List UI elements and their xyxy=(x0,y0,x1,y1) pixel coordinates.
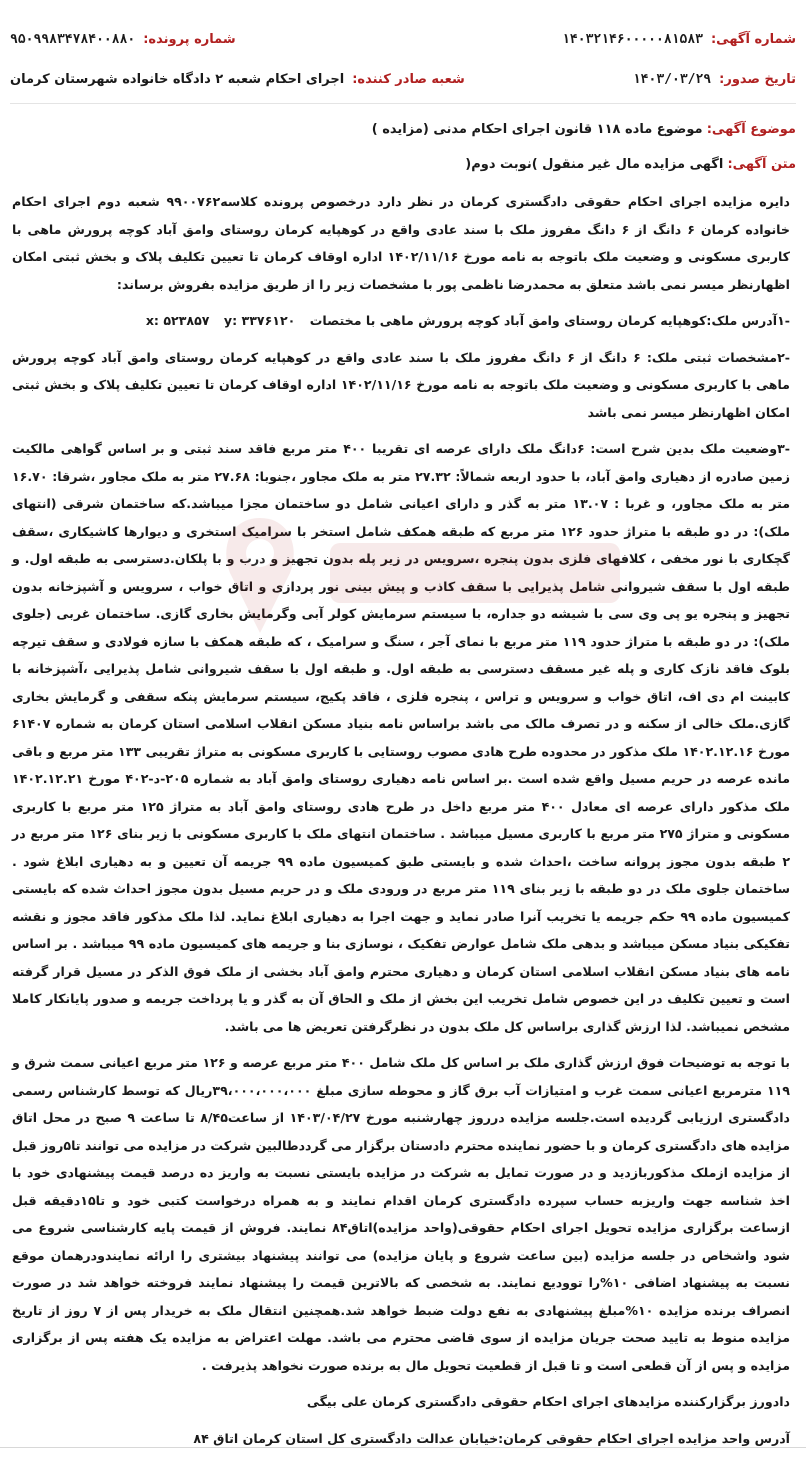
ad-number-group xyxy=(562,32,796,47)
meta-row-numbers xyxy=(10,32,796,47)
file-number-label: شماره پرونده: xyxy=(143,32,236,47)
intro-paragraph: دایره مزایده اجرای احکام حقوقی دادگستری کرمان در نظر دارد درخصوص پرونده کلاسه۹۹۰۰۷۶۲ شعبه دوم اجرای احکام خانواده کرمان ۶ دانگ از ۶ دانگ مفروز ملک با سند عادی واقع در کوهپایه کرمان روستای وامق آباد کوچه پرورش ماهی با کاربری مسکونی و وضعیت ملک باتوجه به نامه مورخ ۱۴۰۲/۱۱/۱۶ اداره اوقاف کرمان تا تعیین تکلیف پلاک و بخش ثبتی امکان اظهارنظر میسر نمی باشد متعلق به محمدرضا ناظمی پور با مشخصات زیر را از طریق مزایده بفروش برساند: xyxy=(12,194,790,292)
status-paragraph: -۳وضعیت ملک بدین شرح است: ۶دانگ ملک دارای عرصه ای تقریبا ۴۰۰ متر مربع فاقد سند ثبتی و بر اساس گواهی مالکیت زمین صادره از دهیاری وامق آباد، با حدود اربعه شمالاً: ۲۷.۳۲ متر به ملک مجاور ،جنوبا: ۲۷.۶۸ متر به ملک مجاور ،شرقا: ۱۶.۷۰ متر به ملک مجاور، و غربا : ۱۳.۰۷ متر به گذر و دارای اعیانی شامل دو ساختمان مجزا میباشد.که ساختمان شرقی (انتهای ملک): در دو طبقه با متراژ حدود ۱۲۶ متر مربع که طبقه همکف شامل استخر با سرامیک استخری و دیوارها کاشیکاری ،سقف گچکاری با نور مخفی ، کلافهای فلزی بدون پنجره ،سرویس در زیر پله بدون تجهیز و درب و با پلکان.دسترسی به طبقه اول. و طبقه اول با سقف شیروانی شامل پذیرایی با سقف کاذب و پیش بینی نور پردازی و اتاق خواب ، سرویس و آشپزخانه بدون تجهیز و پنجره یو پی وی سی با شیشه دو جداره، با سیستم سرمایش کولر آبی وگرمایش بخاری گازی. ساختمان غربی (جلوی ملک): در دو طبقه با متراژ حدود ۱۱۹ متر مربع با نمای آجر ، سنگ و سرامیک ، که طبقه همکف با سازه فولادی و سقف تیرچه بلوک فاقد نازک کاری و پله غیر مسقف دسترسی به طبقه اول. و طبقه اول با سقف شیروانی شامل پذیرایی ،آشپزخانه با کابینت ام دی اف، اتاق خواب و سرویس و تراس ، پنجره فلزی ، فاقد پکیج، سیستم سرمایش پنکه سقفی و گرمایش بخاری گازی.ملک خالی از سکنه و در تصرف مالک می باشد براساس نامه بنیاد مسکن انقلاب اسلامی استان کرمان به شماره ۶۱۴۰۷ مورخ ۱۴۰۲.۱۲.۱۶ ملک مذکور در محدوده طرح هادی مصوب روستایی با کاربری مسکونی به متراژ تقریبی ۱۳۳ متر مربع و باقی مانده عرصه در حریم مسیل واقع شده است .بر اساس نامه دهیاری روستای وامق آباد به شماره ۲۰۵-د-۴۰۲ مورخ ۱۴۰۲.۱۲.۲۱ ملک مذکور دارای عرصه ای معادل ۴۰۰ متر مربع داخل در طرح هادی روستای وامق آباد به متراژ ۱۲۵ متر مربع با کاربری مسکونی و متراژ ۲۷۵ متر مربع با کاربری مسیل میباشد . ساختمان انتهای ملک با کاربری مسکونی با زیر بنای ۱۲۶ متر مربع در ۲ طبقه بدون مجوز پروانه ساخت ،احداث شده و بایستی طبق کمیسیون ماده ۹۹ جریمه آن تعیین و به دهیاری ابلاغ شود . ساختمان جلوی ملک در دو طبقه با زیر بنای ۱۱۹ متر مربع در ورودی ملک و در حریم مسیل بدون مجوز احداث شده که بایستی کمیسیون ماده ۹۹ حکم جریمه یا تخریب آنرا صادر نماید و جهت اجرا به دهیاری ابلاغ نماید. لذا ملک مذکور فاقد مجوز و نقشه تفکیکی بنیاد مسکن میباشد و بدهی ملک شامل عوارض تفکیک ، نوسازی بنا و جریمه های کمیسیون ماده ۹۹ میباشد . بر اساس نامه های بنیاد مسکن انقلاب اسلامی استان کرمان و دهیاری محترم وامق آباد بخشی از ملک فوق الذکر در مسیل قرار گرفته است و تعیین تکلیف در این خصوص شامل تخریب این بخش از ملک و الحاق آن به گذر و یا پرداخت جریمه و صدور پایانکار کاملا مشخص نمیباشد. لذا ارزش گذاری براساس کل ملک بدون در نظرگرفتن تعریض ها می باشد. xyxy=(12,441,791,1034)
issuer-group xyxy=(10,72,465,87)
ad-number: ۱۴۰۳۲۱۴۶۰۰۰۰۰۸۱۵۸۳ xyxy=(562,32,703,47)
address-paragraph xyxy=(12,307,790,335)
ad-text-line xyxy=(10,157,796,172)
notice-body xyxy=(12,188,790,1461)
signature-line: دادورز برگزارکننده مزایدهای اجرای احکام حقوقی دادگستری کرمان علی بیگی xyxy=(306,1394,790,1409)
file-number-group xyxy=(10,32,236,47)
file-number: ۹۵۰۹۹۸۳۴۷۸۴۰۰۸۸۰ xyxy=(10,32,136,47)
registration-paragraph: -۲مشخصات ثبتی ملک: ۶ دانگ از ۶ دانگ مفروز ملک با سند عادی واقع در کوهپایه کرمان روستای وامق آباد کوچه پرورش ماهی با کاربری مسکونی و وضعیت ملک باتوجه به نامه مورخ ۱۴۰۲/۱۱/۱۶ اداره اوقاف کرمان تا تعیین تکلیف پلاک و بخش ثبتی امکان اظهارنظر میسر نمی باشد xyxy=(12,349,791,420)
ad-text-label: متن آگهی: xyxy=(727,157,796,172)
ad-text-value: اگهی مزایده مال غیر منقول )نوبت دوم( xyxy=(465,157,724,172)
coord-y: y: ۳۳۷۶۱۲۰ xyxy=(223,313,296,328)
issue-date: ۱۴۰۳/۰۳/۲۹ xyxy=(632,72,712,87)
coord-x: x: ۵۲۳۸۵۷ xyxy=(145,313,210,328)
header-divider xyxy=(10,103,796,104)
terms-paragraph: با توجه به توضیحات فوق ارزش گذاری ملک بر اساس کل ملک شامل ۴۰۰ متر مربع عرصه و ۱۲۶ متر مربع اعیانی سمت شرق و ۱۱۹ مترمربع اعیانی سمت غرب و امتیازات آب برق گاز و محوطه سازی مبلغ ۳۹،۰۰۰،۰۰۰،۰۰۰ریال که توسط کارشناس رسمی دادگستری ارزیابی گردیده است.جلسه مزایده درروز چهارشنبه مورخ ۱۴۰۳/۰۴/۲۷ از ساعت۸/۴۵ تا ساعت ۹ صبح در محل اتاق مزایده های دادگستری کرمان و با حضور نماینده محترم دادستان برگزار می گرددطالبین شرکت در مزایده می توانند تا۵روز قبل از مزایده ازملک مذکوربازدید و در صورت تمایل به شرکت در مزایده بایستی نسبت به واریز ده درصد قیمت پیشنهادی خود با اخذ شناسه جهت واریزبه حساب سپرده دادگستری کرمان اقدام نمایند و به همراه درخواست کتبی خود و تا۱۵دقیقه قبل ازساعت برگزاری مزایده تحویل اجرای احکام حقوقی(واحد مزایده)اتاق۸۴ نمایند. فروش از قیمت پایه کارشناسی شروع می شود واشخاص در جلسه مزایده (بین ساعت شروع و پایان مزایده) می توانند پیشنهاد بیشتری را ارائه نمایندودرهمان موقع نسبت به پیشنهاد اضافی ۱۰%را توودیع نمایند. به شخصی که بالاترین قیمت را پیشنهاد نمایند فروخته خواهد شد در صورت انصراف برنده مزایده ۱۰%مبلغ پیشنهادی به نفع دولت ضبط خواهد شد.همچنین انتقال ملک به خریدار پس از ۷ روز از تاریخ مزایده منوط به تایید صحت جریان مزایده از سوی قاضی محترم می باشد. مهلت اعتراض به مزایده یک هفته پس از برگزاری مزایده و پس از آن قطعی است و تا قبل از قطعیت تحویل مال به برنده صورت نخواهد پذیرفت . xyxy=(12,1055,791,1373)
subject-value: موضوع ماده ۱۱۸ قانون اجرای احکام مدنی (مزایده ) xyxy=(371,122,703,137)
subject-label: موضوع آگهی: xyxy=(706,122,796,137)
office-address-line: آدرس واحد مزایده اجرای احکام حقوقی کرمان:خیابان عدالت دادگستری کل استان کرمان اتاق ۸۴ xyxy=(193,1430,790,1446)
address-text: -۱آدرس ملک:کوهپایه کرمان روستای وامق آباد کوچه پرورش ماهی با مختصات xyxy=(309,313,790,328)
issuer-label: شعبه صادر کننده: xyxy=(352,72,465,87)
issue-date-group xyxy=(633,72,796,87)
subject-line xyxy=(10,122,796,137)
ad-number-label: شماره آگهی: xyxy=(710,32,796,47)
bottom-divider xyxy=(0,1447,806,1448)
issuer: اجرای احکام شعبه ۲ دادگاه خانواده شهرستان کرمان xyxy=(10,72,345,87)
meta-row-dates xyxy=(10,72,796,87)
issue-date-label: تاریخ صدور: xyxy=(719,72,796,87)
